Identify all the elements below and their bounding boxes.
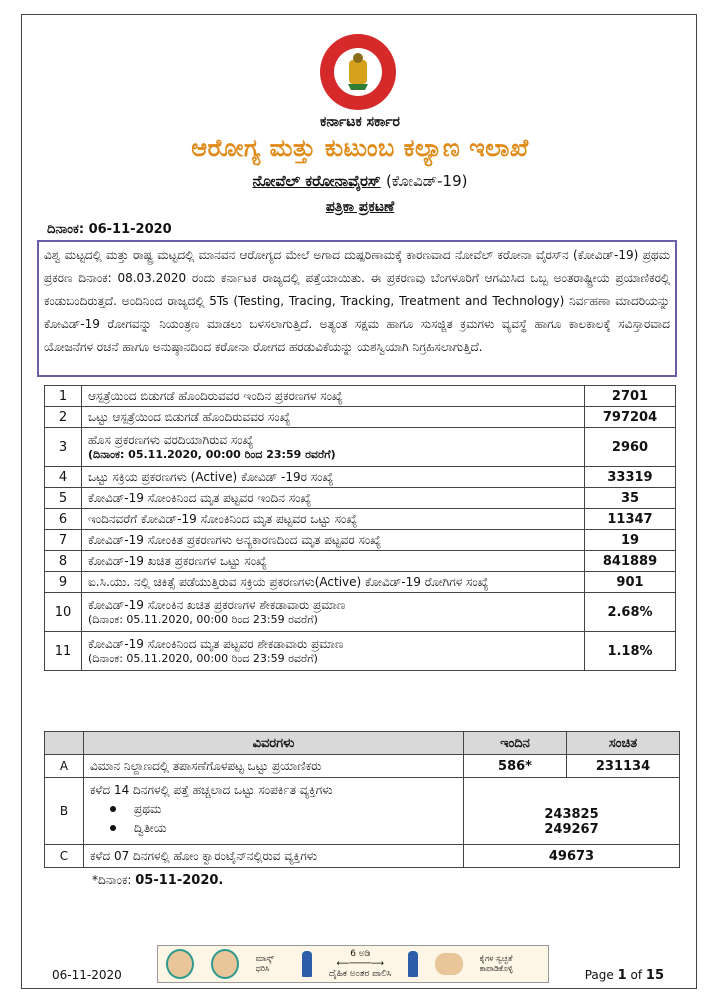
travel-row-a [45, 755, 680, 778]
bullet-icon [110, 825, 116, 831]
stats-row [45, 530, 676, 551]
safety-banner [157, 945, 549, 983]
row-a-today: 586* [464, 755, 567, 778]
of-label: of [630, 968, 643, 982]
traveller-contacts-table [44, 731, 680, 868]
row-a-label: ವಿಮಾನ ನಿಲ್ದಾಣದಲ್ಲಿ ತಪಾಸಣೆಗೊಳಪಟ್ಟ ಒಟ್ಟು ಪ್ರಯಾಣಿಕರು [84, 755, 464, 778]
stats-row-number: 3 [45, 428, 82, 467]
person-icon [302, 951, 312, 977]
row-c-value: 49673 [464, 845, 680, 868]
stats-row-value: 2701 [585, 386, 676, 407]
stats-row [45, 551, 676, 572]
stats-row-value: 901 [585, 572, 676, 593]
stats-row-label-cell [82, 467, 585, 488]
stats-row-number: 8 [45, 551, 82, 572]
banner-mask-text: ಮಾಸ್ಕ್ ಧರಿಸಿ [255, 954, 274, 973]
stats-row-label-cell [82, 551, 585, 572]
stats-row-value: 19 [585, 530, 676, 551]
travel-header-cumulative: ಸಂಚಿತ [567, 732, 680, 755]
stats-row-label-cell [82, 572, 585, 593]
stats-row-label: ಕೋವಿಡ್-19 ಸೋಂಕಿತ ಪ್ರಕರಣಗಳು ಅನ್ಯಕಾರಣದಿಂದ ಮೃತ ಪಟ್ಟವರ ಸಂಖ್ಯೆ [88, 532, 382, 547]
stats-row-label-cell [82, 407, 585, 428]
stats-row-value: 841889 [585, 551, 676, 572]
stats-row [45, 593, 676, 632]
stats-row [45, 386, 676, 407]
banner-hands-text: ಕೈಗಳ ಸ್ವಚ್ಛತೆ ಕಾಪಾಡಿಕೊಳ್ಳಿ [479, 954, 513, 973]
page-label: Page [584, 968, 614, 982]
stats-row [45, 488, 676, 509]
stats-row [45, 428, 676, 467]
travel-header-row [45, 732, 680, 755]
stats-row-label-cell [82, 386, 585, 407]
mask-face-icon [166, 949, 194, 979]
banner-distance: 6 ಅಡಿ [350, 949, 371, 959]
handwash-icon [435, 953, 463, 975]
row-b-primary-label: ಪ್ರಥಮ [134, 801, 162, 816]
stats-row-label: ಒಟ್ಟು ಆಸ್ಪತ್ರೆಯಿಂದ ಬಿಡುಗಡೆ ಹೊಂದಿರುವವರ ಸಂಖ್ಯೆ [88, 409, 291, 424]
stats-row-value: 2960 [585, 428, 676, 467]
stats-row-label-cell [82, 428, 585, 467]
stats-row-value: 35 [585, 488, 676, 509]
press-release-title: ಪತ್ರಿಕಾ ಪ್ರಕಟಣೆ [325, 199, 395, 215]
stats-row-value: 2.68% [585, 593, 676, 632]
stats-row-value: 1.18% [585, 632, 676, 671]
stats-row [45, 467, 676, 488]
subject-line [0, 172, 720, 190]
stats-row-sublabel: (ದಿನಾಂಕ: 05.11.2020, 00:00 ರಿಂದ 23:59 ರವರೆಗೆ) [88, 651, 318, 665]
government-name: ಕರ್ನಾಟಕ ಸರ್ಕಾರ [320, 114, 400, 130]
stats-row-label: ಕೋವಿಡ್-19 ಖಚಿತ ಪ್ರಕರಣಗಳ ಒಟ್ಟು ಸಂಖ್ಯೆ [88, 553, 267, 568]
stats-row-number: 11 [45, 632, 82, 671]
double-arrow-icon: ⟵────⟶ [336, 959, 385, 969]
stats-row-number: 1 [45, 386, 82, 407]
stats-row-number: 7 [45, 530, 82, 551]
row-a-letter: A [45, 755, 84, 778]
stats-row [45, 632, 676, 671]
stats-row-label: ಇಂದಿನವರೆಗೆ ಕೋವಿಡ್-19 ಸೋಂಕಿನಿಂದ ಮೃತ ಪಟ್ಟವರ ಒಟ್ಟು ಸಂಖ್ಯೆ [88, 511, 358, 526]
row-b-primary-value: 243825 [544, 807, 599, 822]
date-label: ದಿನಾಂಕ: [47, 222, 85, 237]
stats-row [45, 407, 676, 428]
stats-row-label: ಕೋವಿಡ್-19 ಸೋಂಕಿನ ಖಚಿತ ಪ್ರಕರಣಗಳ ಶೇಕಡಾವಾರು ಪ್ರಮಾಣ [88, 597, 346, 612]
stats-row-label-cell [82, 530, 585, 551]
banner-distance-sub: ದೈಹಿಕ ಅಂತರ ಪಾಲಿಸಿ [329, 969, 392, 979]
stats-row-label-cell [82, 509, 585, 530]
stats-row-label: ಕೋವಿಡ್-19 ಸೋಂಕಿನಿಂದ ಮೃತ ಪಟ್ಟವರ ಇಂದಿನ ಸಂಖ್ಯೆ [88, 490, 312, 505]
date-line [47, 222, 172, 237]
stats-row-number: 9 [45, 572, 82, 593]
row-b-label: ಕಳೆದ 14 ದಿನಗಳಲ್ಲಿ ಪತ್ತೆ ಹಚ್ಚಲಾದ ಒಟ್ಟು ಸಂಪರ್ಕಿತ ವ್ಯಕ್ತಿಗಳು [90, 782, 333, 797]
row-b-letter: B [45, 778, 84, 845]
footnote [92, 873, 223, 888]
person-icon [408, 951, 418, 977]
stats-row-label-cell [82, 488, 585, 509]
mask-face-icon [211, 949, 239, 979]
stats-row-label: ಹೊಸ ಪ್ರಕರಣಗಳು ವರದಿಯಾಗಿರುವ ಸಂಖ್ಯೆ [88, 432, 254, 447]
travel-header-letter [45, 732, 84, 755]
row-b-secondary-label: ದ್ವಿತೀಯ [134, 820, 167, 835]
footnote-date: 05-11-2020. [135, 873, 224, 888]
stats-row-label: ಒಟ್ಟು ಸಕ್ರಿಯ ಪ್ರಕರಣಗಳು (Active) ಕೋವಿಡ್ -19ರ ಸಂಖ್ಯೆ [88, 469, 334, 484]
stats-row-sublabel: (ದಿನಾಂಕ: 05.11.2020, 00:00 ರಿಂದ 23:59 ರವರೆಗೆ) [88, 447, 336, 461]
stats-row-label-cell [82, 632, 585, 671]
subject-main: ನೋವೆಲ್ ಕರೋನಾವೈರಸ್ [252, 172, 381, 190]
row-b-values [464, 778, 680, 845]
row-b-primary [90, 802, 457, 817]
row-c-label: ಕಳೆದ 07 ದಿನಗಳಲ್ಲಿ ಹೋಂ ಕ್ವಾರಂಟೈನ್‌ನಲ್ಲಿರುವ ವ್ಯಕ್ತಿಗಳು [84, 845, 464, 868]
stats-row-number: 5 [45, 488, 82, 509]
stats-row [45, 572, 676, 593]
date-value: 06-11-2020 [88, 222, 172, 237]
stats-row-label: ಐ.ಸಿ.ಯು. ನಲ್ಲಿ ಚಿಕಿತ್ಸೆ ಪಡೆಯುತ್ತಿರುವ ಸಕ್ರಿಯ ಪ್ರಕರಣಗಳು(Active) ಕೋವಿಡ್-19 ರೋಗಿಗಳ ಸಂಖ್ಯೆ [88, 574, 489, 589]
stats-row [45, 509, 676, 530]
stats-row-value: 11347 [585, 509, 676, 530]
page-number: 1 [617, 968, 627, 983]
footnote-label: *ದಿನಾಂಕ: [92, 873, 132, 887]
stats-row-number: 2 [45, 407, 82, 428]
bullet-icon [110, 806, 116, 812]
stats-row-sublabel: (ದಿನಾಂಕ: 05.11.2020, 00:00 ರಿಂದ 23:59 ರವರೆಗೆ) [88, 612, 318, 626]
footer-date: 06-11-2020 [52, 968, 122, 982]
subject-paren: (ಕೋವಿಡ್-19) [385, 172, 468, 190]
government-emblem-icon [318, 32, 398, 112]
travel-header-today: ಇಂದಿನ [464, 732, 567, 755]
page-total: 15 [645, 968, 664, 983]
stats-row-value: 33319 [585, 467, 676, 488]
row-b-cell [84, 778, 464, 845]
stats-row-number: 6 [45, 509, 82, 530]
stats-row-number: 10 [45, 593, 82, 632]
stats-row-label-cell [82, 593, 585, 632]
stats-row-label: ಆಸ್ಪತ್ರೆಯಿಂದ ಬಿಡುಗಡೆ ಹೊಂದಿರುವವರ ಇಂದಿನ ಪ್ರಕರಣಗಳ ಸಂಖ್ಯೆ [88, 388, 343, 403]
stats-row-label: ಕೋವಿಡ್-19 ಸೋಂಕಿನಿಂದ ಮೃತ ಪಟ್ಟವರ ಶೇಕಡಾವಾರು ಪ್ರಮಾಣ [88, 636, 344, 651]
statistics-table [44, 385, 676, 671]
row-c-letter: C [45, 845, 84, 868]
footer-page-number [585, 968, 664, 983]
travel-row-c [45, 845, 680, 868]
stats-row-value: 797204 [585, 407, 676, 428]
row-b-secondary [90, 821, 457, 836]
distance-arrow [329, 949, 392, 979]
travel-row-b [45, 778, 680, 845]
travel-header-details: ವಿವರಗಳು [84, 732, 464, 755]
row-a-cumulative: 231134 [567, 755, 680, 778]
row-b-secondary-value: 249267 [544, 822, 599, 837]
stats-row-number: 4 [45, 467, 82, 488]
department-name: ಆರೋಗ್ಯ ಮತ್ತು ಕುಟುಂಬ ಕಲ್ಯಾಣ ಇಲಾಖೆ [191, 134, 529, 162]
intro-paragraph: ವಿಶ್ವ ಮಟ್ಟದಲ್ಲಿ ಮತ್ತು ರಾಷ್ಟ್ರ ಮಟ್ಟದಲ್ಲಿ ಮಾನವನ ಆರೋಗ್ಯದ ಮೇಲೆ ಅಗಾದ ದುಷ್ಪರಿಣಾಮಕ್ಕೆ ಕಾರಣವಾದ ನೋವೆಲ್ ಕರೋನಾ ವೈರಸ್‌ನ (ಕೋವಿಡ್-19) ಪ್ರಥಮ ಪ್ರಕರಣ ದಿನಾಂಕ: 08.03.2020 ರಂದು ಕರ್ನಾಟಕ ರಾಜ್ಯದಲ್ಲಿ ಪತ್ತೆಯಾಯಿತು. ಈ ಪ್ರಕರಣವು ಬೆಂಗಳೂರಿಗೆ ಆಗಮಿಸಿದ ಒಬ್ಬ ಅಂತರಾಷ್ಟ್ರೀಯ ಪ್ರಯಾಣಿಕರಲ್ಲಿ ಕಂಡುಬಂದಿರುತ್ತದೆ. ಅಂದಿನಿಂದ ರಾಜ್ಯದಲ್ಲಿ 5Ts (Testing, Tracing, Tracking, Treatment and Technology) ನಿರ್ವಹಣಾ ಮಾದರಿಯನ್ನು ಕೋವಿಡ್-19 ರೋಗವನ್ನು ನಿಯಂತ್ರಣ ಮಾಡಲು ಬಳಸಲಾಗುತ್ತಿದೆ. ಅತ್ಯಂತ ಸಕ್ಷಮ ಹಾಗೂ ಸುಸಜ್ಜಿತ ಕ್ರಮಗಳು ವ್ಯವಸ್ಥೆ ಹಾಗೂ ಕಾಲಕಾಲಕ್ಕೆ ಸವಿಸ್ತಾರವಾದ ಯೋಜನೆಗಳ ರಚನೆ ಹಾಗೂ ಅನುಷ್ಠಾನದಿಂದ ಕರೋನಾ ರೋಗದ ಹರಡುವಿಕೆಯನ್ನು ಯಶಸ್ವಿಯಾಗಿ ನಿಗ್ರಹಿಸಲಾಗುತ್ತಿದೆ. [37, 240, 677, 377]
